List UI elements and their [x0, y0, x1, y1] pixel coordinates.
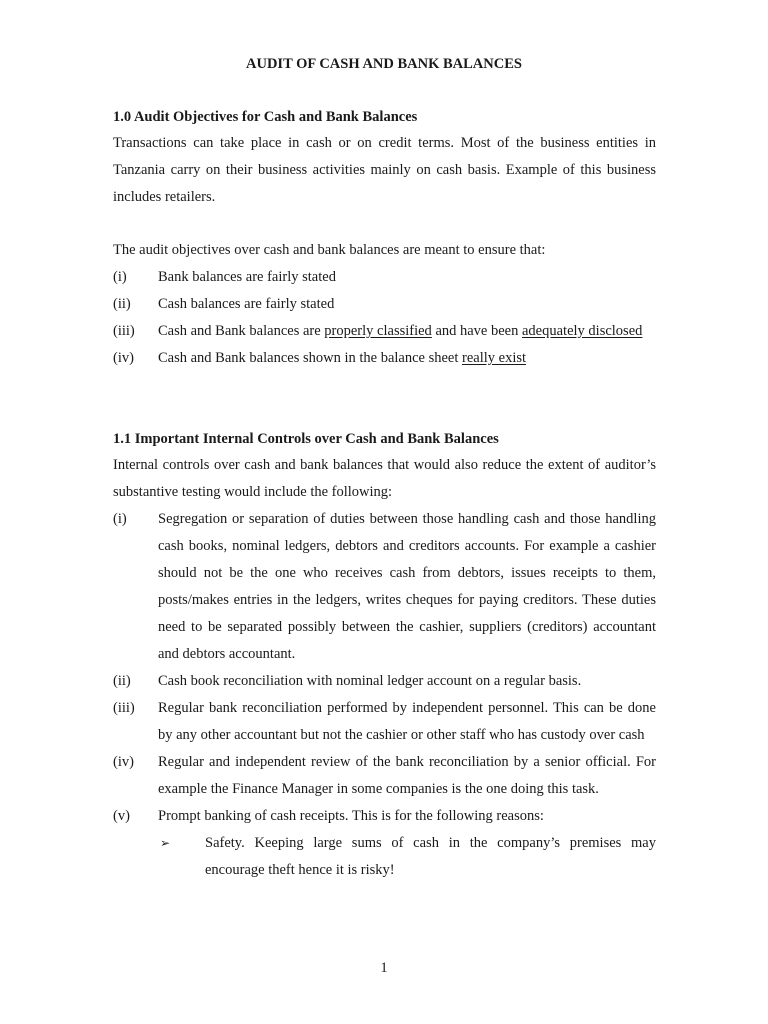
underlined-text: properly classified: [324, 323, 432, 339]
list-number: (iii): [113, 323, 135, 339]
list-text: [158, 318, 656, 345]
list-item: [113, 291, 656, 318]
document-title: AUDIT OF CASH AND BANK BALANCES: [246, 56, 522, 72]
page-number: 1: [380, 960, 388, 976]
list-item: [113, 749, 656, 803]
objectives-list: [113, 264, 656, 372]
list-item: [113, 318, 656, 345]
controls-list: [113, 506, 656, 884]
list-text: Regular bank reconciliation performed by independent personnel. This can be done by any other accountant but not the cashier or other staff who has custody over cash: [158, 700, 656, 743]
list-number: (v): [113, 808, 130, 824]
list-number: (i): [113, 269, 127, 285]
intro-paragraph: Transactions can take place in cash or on credit terms. Most of the business entities in Tanzania carry on their business activities mainly on cash basis. Example of this business includes retailers.: [113, 135, 656, 205]
list-item: [113, 345, 656, 372]
list-number: (ii): [113, 673, 131, 689]
list-number: (iv): [113, 754, 134, 770]
list-item: [113, 695, 656, 749]
list-item: [113, 803, 656, 830]
section-heading-audit-objectives: 1.0 Audit Objectives for Cash and Bank Balances: [113, 109, 418, 125]
objectives-intro: The audit objectives over cash and bank balances are meant to ensure that:: [113, 242, 546, 258]
list-text: Prompt banking of cash receipts. This is for the following reasons:: [158, 808, 544, 824]
text-run: and have been: [431, 323, 522, 339]
list-item: [113, 506, 656, 668]
list-number: (iii): [113, 700, 135, 716]
list-number: (iv): [113, 350, 134, 366]
underlined-text: really exist: [462, 350, 527, 366]
sub-list-item: [158, 830, 656, 884]
controls-intro-paragraph: Internal controls over cash and bank balances that would also reduce the extent of auditor’s substantive testing would include the following:: [113, 457, 656, 500]
list-text: Bank balances are fairly stated: [158, 269, 336, 285]
list-text: Regular and independent review of the bank reconciliation by a senior official. For example the Finance Manager in some companies is the one doing this task.: [158, 754, 656, 797]
arrow-bullet-icon: ➢: [160, 836, 171, 850]
section-heading-internal-controls: 1.1 Important Internal Controls over Cash and Bank Balances: [113, 431, 499, 447]
list-text: Cash book reconciliation with nominal ledger account on a regular basis.: [158, 673, 582, 689]
text-run: Cash and Bank balances are: [158, 323, 325, 339]
list-item: [113, 264, 656, 291]
text-run: Cash and Bank balances shown in the balance sheet: [158, 350, 463, 366]
list-text: [158, 345, 656, 372]
sub-list-text: Safety. Keeping large sums of cash in the company’s premises may encourage theft hence it is risky!: [205, 835, 656, 878]
list-number: (ii): [113, 296, 131, 312]
list-item: [113, 668, 656, 695]
underlined-text: adequately disclosed: [522, 323, 643, 339]
list-number: (i): [113, 511, 127, 527]
list-text: Segregation or separation of duties between those handling cash and those handling cash books, nominal ledgers, debtors and creditors accounts. For example a cashier should not be the one who receives cash from debtors, issues receipts to them, posts/makes entries in the ledgers, writes cheques for paying creditors. These duties need to be separated possibly between the cashier, suppliers (creditors) accountant and debtors accountant.: [158, 511, 656, 662]
list-text: Cash balances are fairly stated: [158, 296, 335, 312]
